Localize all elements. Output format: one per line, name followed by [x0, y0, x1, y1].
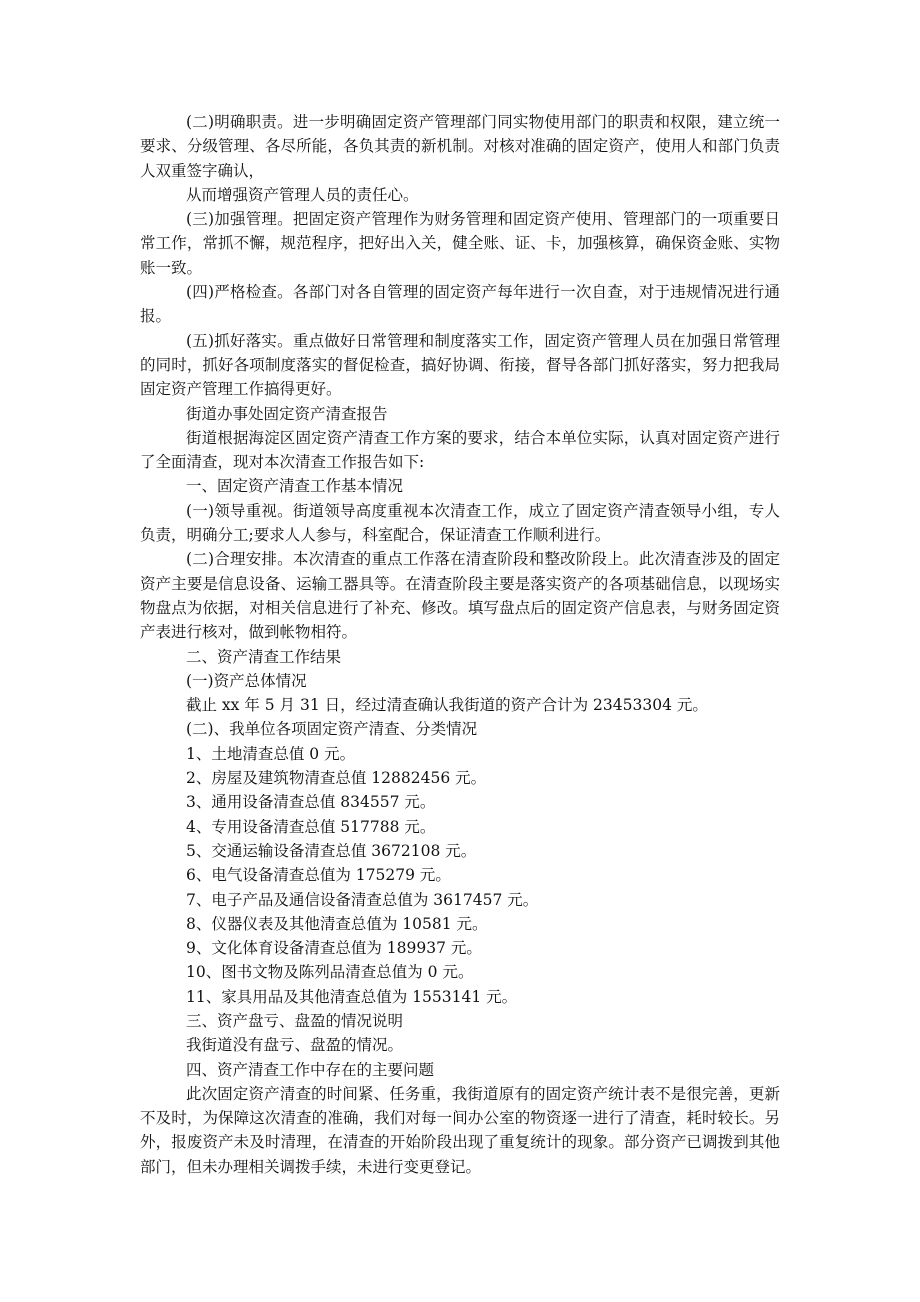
section-heading-1: 一、固定资产清查工作基本情况 — [186, 477, 404, 496]
subheading-classification: (二)、我单位各项固定资产清查、分类情况 — [186, 720, 478, 739]
list-item: 6、电气设备清查总值为 175279 元。 — [186, 866, 451, 885]
list-item: 1、土地清查总值 0 元。 — [186, 744, 356, 763]
paragraph-introduction: 街道根据海淀区固定资产清查工作方案的要求，结合本单位实际，认真对固定资产进行了全面清查，现对本次清查工作报告如下: — [140, 428, 780, 472]
list-item: 11、家具用品及其他清查总值为 1553141 元。 — [186, 987, 518, 1006]
paragraph-strengthen-management: (三)加强管理。把固定资产管理作为财务管理和固定资产使用、管理部门的一项重要日常工作，常抓不懈，规范程序，把好出入关，健全账、证、卡，加强核算，确保资金账、实物账一致。 — [140, 210, 780, 277]
paragraph-strict-inspection: (四)严格检查。各部门对各自管理的固定资产每年进行一次自查，对于违规情况进行通报。 — [140, 283, 780, 326]
paragraph-total-assets: 截止 xx 年 5 月 31 日，经过清查确认我街道的资产合计为 23453304 元。 — [186, 696, 708, 715]
list-item: 10、图书文物及陈列品清查总值为 0 元。 — [186, 963, 474, 982]
list-item: 7、电子产品及通信设备清查总值为 3617457 元。 — [186, 890, 539, 909]
section-heading-2: 二、资产清查工作结果 — [186, 647, 342, 666]
section-heading-3: 三、资产盘亏、盘盈的情况说明 — [186, 1011, 404, 1030]
paragraph-no-discrepancy: 我街道没有盘亏、盘盈的情况。 — [186, 1036, 404, 1055]
list-item: 9、文化体育设备清查总值为 189937 元。 — [186, 939, 482, 958]
list-item: 3、通用设备清查总值 834557 元。 — [186, 793, 436, 812]
paragraph-responsibilities: (二)明确职责。进一步明确固定资产管理部门同实物使用部门的职责和权限，建立统一要求、分级管理、各尽所能，各负其责的新机制。对核对准确的固定资产，使用人和部门负责人双重签字确认， — [140, 113, 780, 180]
document-body — [140, 110, 780, 1179]
paragraph-leadership: (一)领导重视。街道领导高度重视本次清查工作，成立了固定资产清查领导小组，专人负责，明确分工;要求人人参与，科室配合，保证清查工作顺利进行。 — [140, 501, 780, 545]
list-item: 4、专用设备清查总值 517788 元。 — [186, 817, 436, 836]
paragraph-implementation: (五)抓好落实。重点做好日常管理和制度落实工作，固定资产管理人员在加强日常管理的同时，抓好各项制度落实的督促检查，搞好协调、衔接，督导各部门抓好落实，努力把我局固定资产管理工作搞得更好。 — [140, 331, 780, 399]
paragraph-arrangement: (二)合理安排。本次清查的重点工作落在清查阶段和整改阶段上。此次清查涉及的固定资产主要是信息设备、运输工器具等。在清查阶段主要是落实资产的各项基础信息，以现场实物盘点为依据，对相关信息进行了补充、修改。填写盘点后的固定资产信息表，与财务固定资产表进行核对，做到帐物相符。 — [140, 550, 780, 642]
paragraph-responsibility-continued: 从而增强资产管理人员的责任心。 — [186, 185, 419, 204]
section-heading-4: 四、资产清查工作中存在的主要问题 — [186, 1060, 435, 1079]
paragraph-problems: 此次固定资产清查的时间紧、任务重，我街道原有的固定资产统计表不是很完善，更新不及时，为保障这次清查的准确，我们对每一间办公室的物资逐一进行了清查，耗时较长。另外，报废资产未及时清理，在清查的开始阶段出现了重复统计的现象。部分资产已调拨到其他部门，但未办理相关调拨手续，未进行变更登记。 — [140, 1084, 780, 1176]
list-item: 8、仪器仪表及其他清查总值为 10581 元。 — [186, 914, 488, 933]
list-item: 2、房屋及建筑物清查总值 12882456 元。 — [186, 769, 487, 788]
list-item: 5、交通运输设备清查总值 3672108 元。 — [186, 841, 477, 860]
subheading-overall: (一)资产总体情况 — [186, 671, 307, 690]
report-title: 街道办事处固定资产清查报告 — [186, 404, 388, 423]
